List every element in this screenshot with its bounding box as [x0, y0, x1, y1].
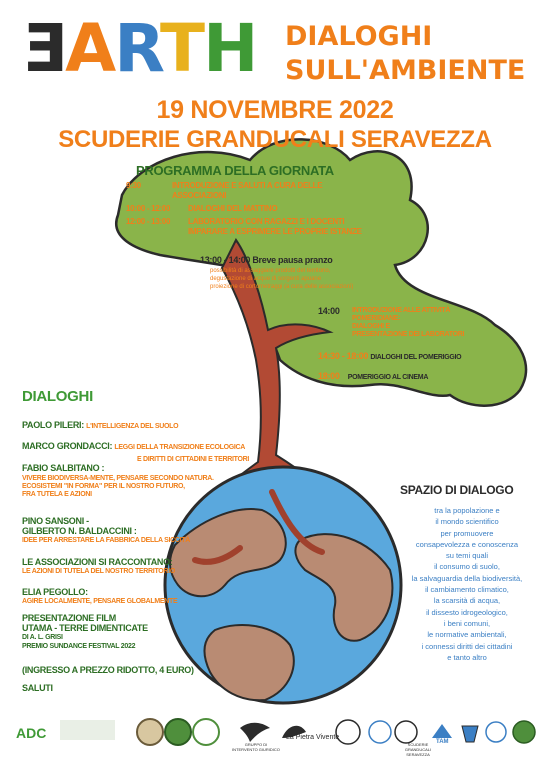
- saluti: SALUTI: [22, 683, 53, 693]
- speaker-line: VIVERE BIODIVERSA-MENTE, PENSARE SECONDO NATURA.: [22, 475, 214, 482]
- spazio-line: il dissesto idrogeologico,: [426, 607, 508, 617]
- speaker-name: FABIO SALBITANO :: [22, 463, 105, 473]
- time-1400-line: INTRODUZIONE ALLE ATTIVITÀ: [352, 307, 451, 314]
- logo-seal-6: [395, 721, 417, 743]
- time-1430: [318, 351, 461, 361]
- spazio-line: i connessi diritti dei cittadini: [421, 641, 513, 651]
- svg-text:ADC: ADC: [16, 725, 47, 741]
- spazio-line: consapevolezza e conoscenza: [415, 539, 519, 549]
- speaker-topic: L'INTELLIGENZA DEL SUOLO: [86, 423, 179, 430]
- spazio-line: il cambiamento climatico,: [425, 585, 509, 595]
- logo-tam-text: TAM: [436, 739, 449, 745]
- item-text: LABORATORIO CON RAGAZZI E I DOCENTI: [188, 217, 345, 226]
- spazio-line: tra la popolazione e: [434, 506, 500, 515]
- time-1400-line: DIALOGHI E: [352, 323, 390, 330]
- speaker-topic: LEGGI DELLA TRANSIZIONE ECOLOGICA: [114, 444, 246, 451]
- film-title-2: UTAMA - TERRE DIMENTICATE: [22, 623, 148, 633]
- logo-seal-5: [369, 721, 391, 743]
- pausa-notes: [210, 267, 353, 291]
- logo-scuderie-text: SCUDERIE GRANDUCALI SERAVEZZA: [404, 742, 432, 757]
- dialogo-entry: [22, 463, 214, 499]
- logo-cai: [462, 726, 478, 742]
- dialogo-entry: [22, 441, 249, 465]
- spazio-line: e tanto altro: [447, 652, 487, 662]
- speaker-name: PAOLO PILERI:: [22, 420, 84, 430]
- speaker-topic-2: E DIRITTI DI CITTADINI E TERRITORI: [137, 456, 250, 463]
- logo-intervento-text: GRUPPO DI INTERVENTO GIURIDICO: [232, 742, 280, 752]
- time-1400-line: POMERIDIANE:: [352, 315, 401, 322]
- speaker-line: ECOSISTEMI "IN FORMA" PER IL NOSTRO FUTURO,: [22, 483, 185, 490]
- pausa-note: proiezione di cortometraggi (a cura delle associazioni): [210, 284, 354, 290]
- logo-seal-1: [137, 719, 163, 745]
- pausa-pranzo: 13:00 - 14:00 Breve pausa pranzo: [200, 255, 333, 265]
- earth-letter-a: A: [65, 10, 115, 87]
- spazio-title: SPAZIO DI DIALOGO: [400, 483, 514, 497]
- logo-text-block: [60, 720, 115, 740]
- speaker-line: IDEE PER ARRESTARE LA FABBRICA DELLA SICCITÀ: [22, 537, 191, 544]
- speaker-name: MARCO GRONDACCI:: [22, 441, 113, 451]
- dialoghi-title: DIALOGHI: [22, 388, 93, 405]
- time-1400-text: [352, 307, 464, 339]
- pausa-note: possibilità di assaggiare prodotti del territorio,: [210, 268, 331, 274]
- speaker-name: ELIA PEGOLLO:: [22, 587, 88, 597]
- programma-item-1: [126, 181, 322, 201]
- earth-title: [22, 10, 257, 87]
- subtitle-line-1: DIALOGHI: [285, 21, 433, 52]
- spazio-line: la salvaguardia della biodiversità,: [411, 573, 523, 583]
- logo-seal-7: [486, 722, 506, 742]
- logo-tam-mountain: [432, 724, 452, 738]
- item-time: 9:30: [126, 181, 141, 190]
- ingresso-note: (INGRESSO A PREZZO RIDOTTO, 4 EURO): [22, 665, 194, 675]
- film-director: DI A. L. GRISI: [22, 634, 63, 641]
- logo-seal-4: [336, 720, 360, 744]
- programma-item-3: [126, 217, 362, 237]
- logo-seal-2: [165, 719, 191, 745]
- earth-letter-e: Ǝ: [22, 10, 66, 87]
- logo-adc: [16, 725, 46, 741]
- time-1800-time: 18:00: [318, 371, 340, 381]
- spazio-line: la scarsità di acqua,: [433, 596, 501, 606]
- dialogo-entry: [22, 587, 177, 606]
- spazio-description: [392, 505, 542, 663]
- spazio-line: il consumo di suolo,: [434, 562, 500, 572]
- dialogo-entry: [22, 420, 178, 430]
- programma-item-2: [126, 204, 277, 214]
- spazio-line: il mondo scientifico: [435, 517, 499, 527]
- spazio-line: su temi quali: [445, 551, 489, 561]
- earth-land-3: [205, 625, 294, 700]
- event-date: 19 NOVEMBRE 2022: [156, 96, 394, 124]
- speaker-line: AGIRE LOCALMENTE, PENSARE GLOBALMENTE: [22, 598, 178, 605]
- logo-seal-8: [513, 721, 535, 743]
- item-time: 12:00 - 13:00: [126, 217, 171, 226]
- spazio-line: le normative ambientali,: [427, 630, 507, 640]
- speaker-name: LE ASSOCIAZIONI SI RACCONTANO:: [22, 557, 173, 567]
- speaker-name: PINO SANSONI -: [22, 516, 89, 526]
- logo-pietra-text: La Pietra Vivente: [286, 734, 340, 741]
- item-text: DIALOGHI DEL MATTINO: [188, 204, 278, 213]
- item-time: 10:00 - 12:00: [126, 204, 171, 213]
- sponsor-logo-strip: [0, 712, 550, 757]
- pausa-note: degustazione di acque di sorgenti apuane: [210, 276, 322, 282]
- speaker-line: LE AZIONI DI TUTELA DEL NOSTRO TERRITORIO: [22, 568, 175, 575]
- film-title-1: PRESENTAZIONE FILM: [22, 613, 116, 623]
- event-venue: SCUDERIE GRANDUCALI SERAVEZZA: [58, 126, 492, 153]
- speaker-name-2: GILBERTO N. BALDACCINI :: [22, 526, 137, 536]
- spazio-line: i beni comuni,: [443, 618, 491, 628]
- time-1800-text: POMERIGGIO AL CINEMA: [347, 374, 429, 381]
- programma-title: PROGRAMMA DELLA GIORNATA: [136, 163, 334, 178]
- subtitle-line-2: SULL'AMBIENTE: [285, 55, 526, 86]
- logo-seal-3: [193, 719, 219, 745]
- time-1400: 14:00: [318, 306, 340, 316]
- logo-bird: [240, 723, 270, 742]
- film-presentation: [22, 613, 148, 651]
- time-1800: [318, 371, 428, 381]
- dialogo-entry: [22, 516, 190, 545]
- item-text: INTRODUZIONE E SALUTI A CURA DELLE: [172, 181, 323, 190]
- time-1400-line: PRESENTAZIONE DEI LABORATORI: [352, 331, 465, 338]
- earth-letter-r: R: [114, 10, 161, 87]
- time-1430-time: 14:30 - 18:00: [318, 351, 369, 361]
- speaker-line: FRA TUTELA E AZIONI: [22, 491, 92, 498]
- time-1430-text: DIALOGHI DEL POMERIGGIO: [370, 354, 462, 361]
- item-text-2: IMPARARE A ESPRIMERE LE PROPRIE ISTANZE: [188, 227, 362, 236]
- dialogo-entry: [22, 557, 175, 576]
- film-award: PREMIO SUNDANCE FESTIVAL 2022: [22, 643, 136, 650]
- earth-letter-t: T: [160, 10, 204, 87]
- item-text-2: ASSOCIAZIONI: [172, 191, 227, 200]
- spazio-line: per promuovere: [440, 528, 494, 538]
- earth-letter-h: H: [203, 10, 257, 87]
